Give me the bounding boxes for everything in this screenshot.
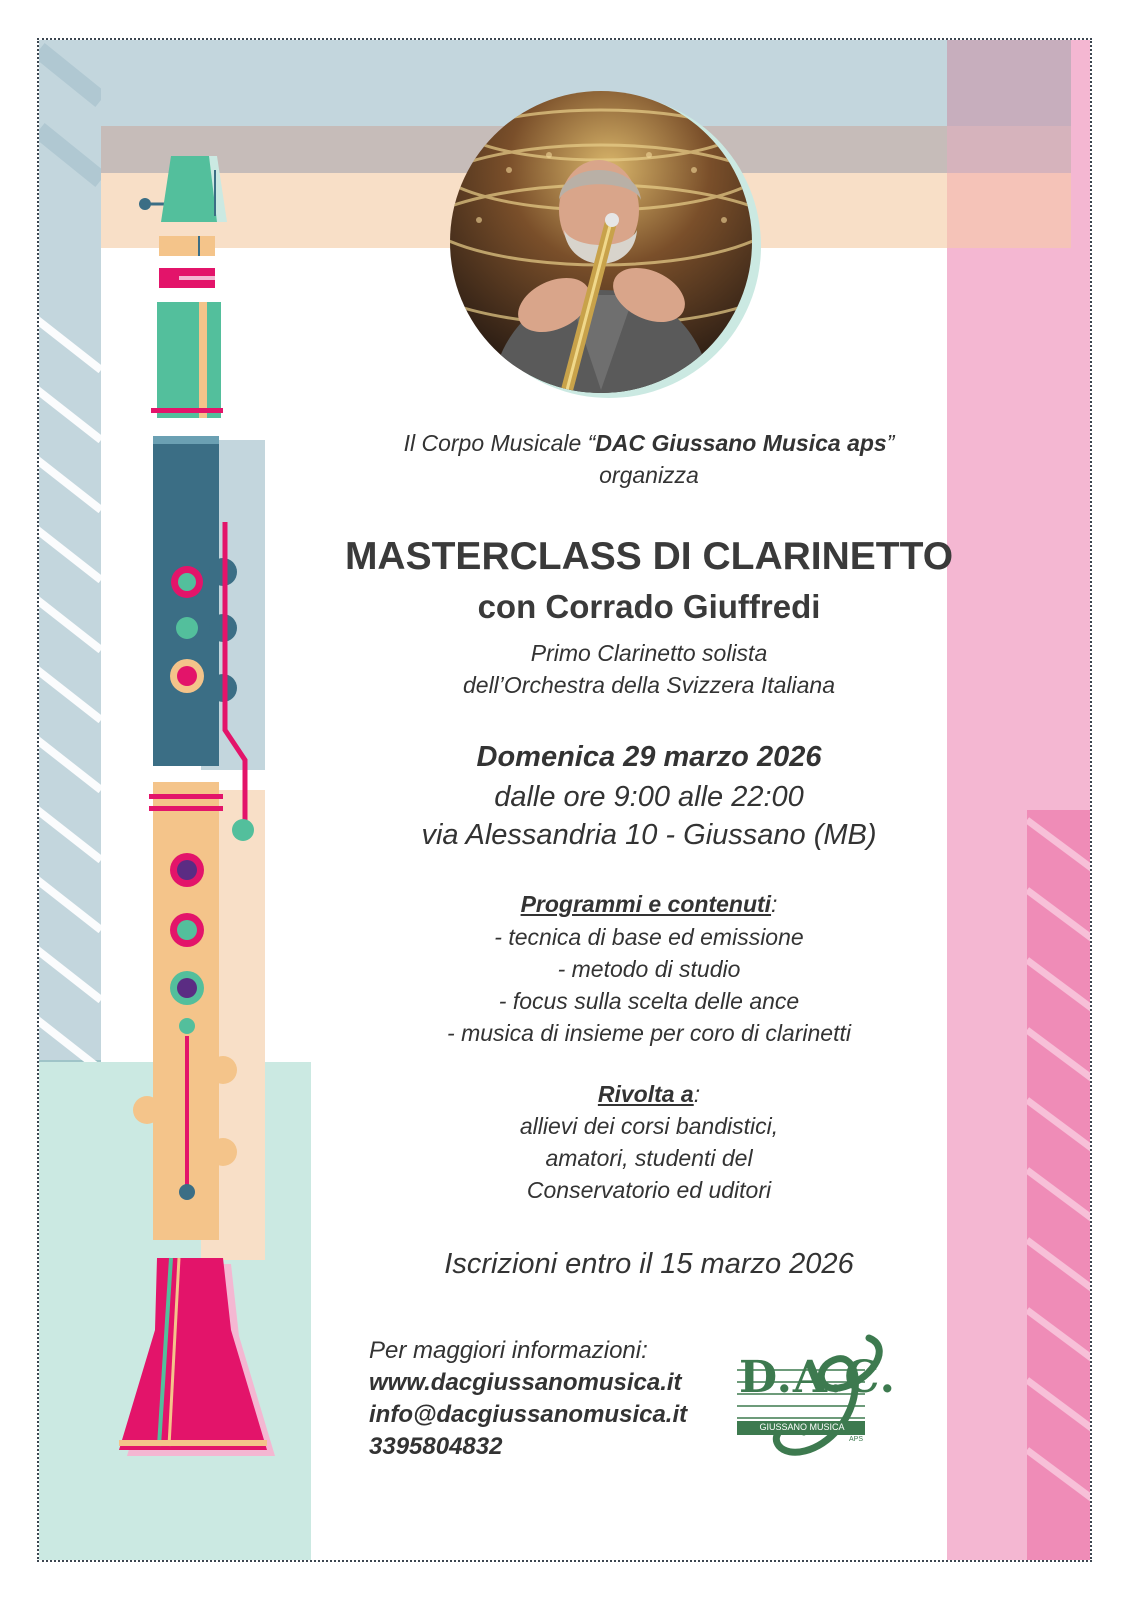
contact-email[interactable]: info@dacgiussanomusica.it (369, 1401, 688, 1428)
organizer-verb: organizza (599, 462, 699, 488)
event-subtitle: con Corrado Giuffredi (477, 588, 821, 625)
organizer-name: DAC Giussano Musica aps (595, 430, 887, 456)
program-item: - metodo di studio (557, 956, 741, 982)
contact-phone: 3395804832 (369, 1433, 503, 1460)
dac-logo-suffix: APS (849, 1436, 864, 1443)
role-line-2: dell’Orchestra della Svizzera Italiana (462, 672, 835, 698)
program-item: - focus sulla scelta delle ance (498, 988, 800, 1014)
program-heading-colon: : (771, 891, 778, 917)
bg-pink-column-mid (947, 126, 1071, 173)
bg-right-stripes (1027, 810, 1092, 1562)
role-line-1: Primo Clarinetto solista (530, 640, 768, 666)
program-item: - musica di insieme per coro di clarinetti (447, 1020, 851, 1046)
event-time: dalle ore 9:00 alle 22:00 (494, 781, 804, 813)
registration-deadline: Iscrizioni entro il 15 marzo 2026 (444, 1248, 854, 1280)
organizer-suffix: ” (886, 430, 895, 456)
audience-line: allievi dei corsi bandistici, (519, 1113, 779, 1139)
dac-logo-letters: D.A.C. (739, 1352, 896, 1403)
audience-heading-colon: : (693, 1081, 701, 1107)
dac-logo (719, 1328, 896, 1468)
program-heading (279, 891, 1019, 918)
contact-website[interactable]: www.dacgiussanomusica.it (369, 1369, 682, 1396)
organizer-prefix: Il Corpo Musicale “ (403, 430, 596, 456)
bg-pink-column-top (947, 40, 1071, 126)
event-date: Domenica 29 marzo 2026 (476, 741, 822, 773)
program-item: - tecnica di base ed emissione (494, 924, 804, 950)
program-heading-label: Programmi e contenuti (520, 891, 772, 917)
event-title: MASTERCLASS DI CLARINETTO (344, 535, 954, 578)
bg-left-stripes (39, 40, 101, 1200)
audience-heading (279, 1081, 1019, 1108)
contact-block (369, 1335, 687, 1463)
audience-line: amatori, studenti del (545, 1145, 753, 1171)
bg-pink-column-peach (947, 173, 1071, 248)
organizer-line (279, 430, 1019, 457)
photo-portrait-icon (449, 90, 769, 400)
event-location: via Alessandria 10 - Giussano (MB) (421, 819, 877, 851)
audience-line: Conservatorio ed uditori (526, 1177, 772, 1203)
contact-label: Per maggiori informazioni: (369, 1337, 648, 1364)
dac-logo-name: GIUSSANO MUSICA (759, 1422, 845, 1432)
poster-frame (37, 38, 1092, 1562)
audience-heading-label: Rivolta a (597, 1081, 694, 1107)
